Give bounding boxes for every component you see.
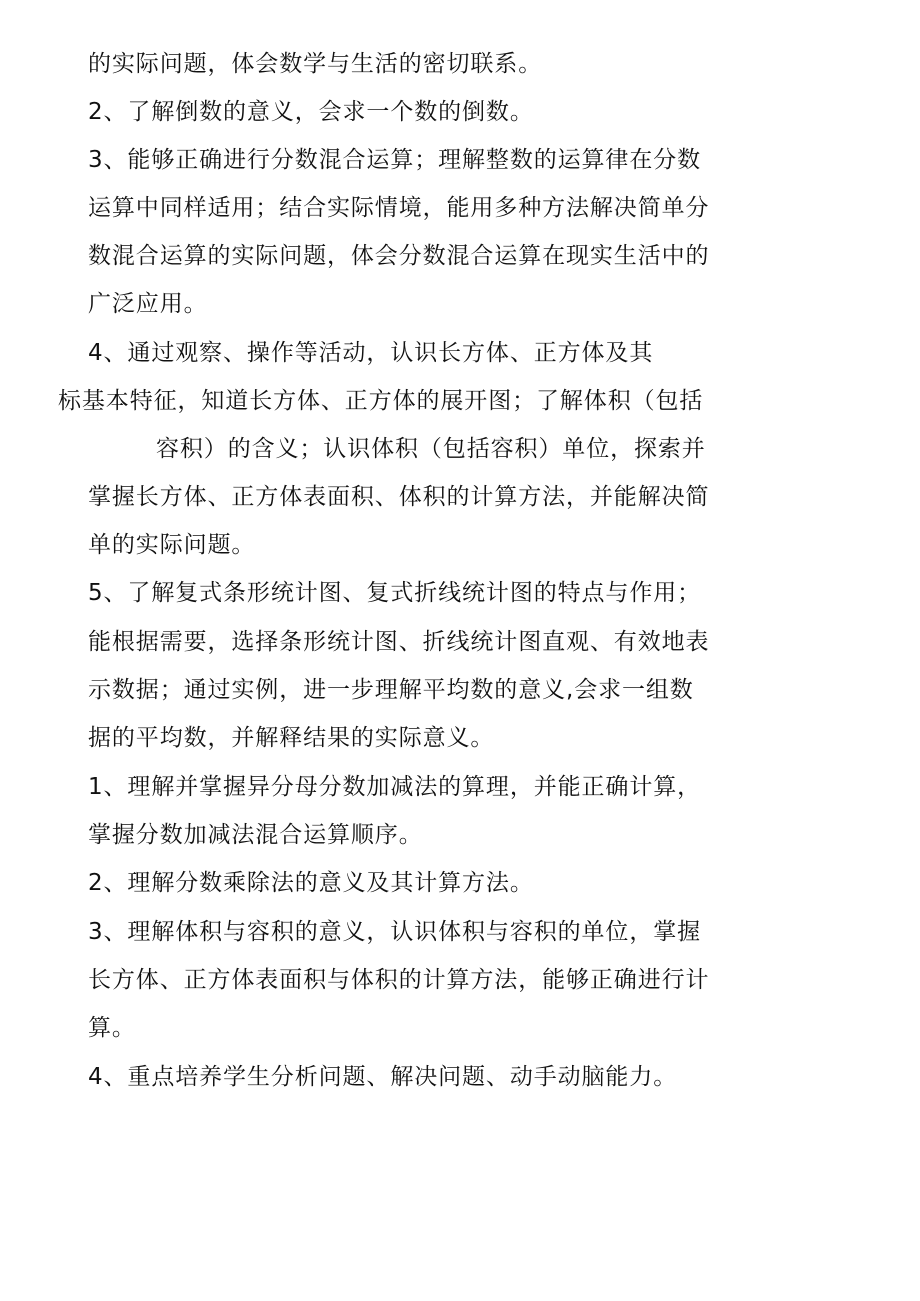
text-line-17: 掌握分数加减法混合运算顺序。	[88, 822, 423, 848]
text-line-1: 的实际问题，体会数学与生活的密切联系。	[88, 51, 543, 77]
text-line-22: 4、重点培养学生分析问题、解决问题、动手动脑能力。	[88, 1064, 678, 1090]
text-line-16: 1、理解并掌握异分母分数加减法的算理，并能正确计算，	[88, 774, 702, 800]
text-line-13: 能根据需要，选择条形统计图、折线统计图直观、有效地表	[88, 629, 710, 655]
text-line-5: 数混合运算的实际问题，体会分数混合运算在现实生活中的	[88, 243, 710, 269]
text-line-3: 3、能够正确进行分数混合运算；理解整数的运算律在分数	[88, 147, 702, 173]
text-line-12: 5、了解复式条形统计图、复式折线统计图的特点与作用；	[88, 580, 702, 606]
text-line-18: 2、理解分数乘除法的意义及其计算方法。	[88, 870, 534, 896]
text-line-2: 2、了解倒数的意义，会求一个数的倒数。	[88, 99, 534, 125]
text-line-9: 容积）的含义；认识体积（包括容积）单位，探索并	[156, 436, 706, 462]
text-line-11: 单的实际问题。	[88, 532, 256, 558]
text-line-6: 广泛应用。	[88, 291, 208, 317]
text-line-21: 算。	[88, 1015, 136, 1041]
text-line-10: 掌握长方体、正方体表面积、体积的计算方法，并能解决简	[88, 484, 710, 510]
text-line-19: 3、理解体积与容积的意义，认识体积与容积的单位，掌握	[88, 919, 702, 945]
text-line-14: 示数据；通过实例，进一步理解平均数的意义,会求一组数	[88, 677, 694, 703]
text-line-15: 据的平均数，并解释结果的实际意义。	[88, 725, 495, 751]
text-line-7: 4、通过观察、操作等活动，认识长方体、正方体及其	[88, 340, 654, 366]
text-line-4: 运算中同样适用；结合实际情境，能用多种方法解决简单分	[88, 195, 710, 221]
text-line-8: 标基本特征，知道长方体、正方体的展开图；了解体积（包括	[58, 388, 704, 414]
text-line-20: 长方体、正方体表面积与体积的计算方法，能够正确进行计	[88, 967, 710, 993]
